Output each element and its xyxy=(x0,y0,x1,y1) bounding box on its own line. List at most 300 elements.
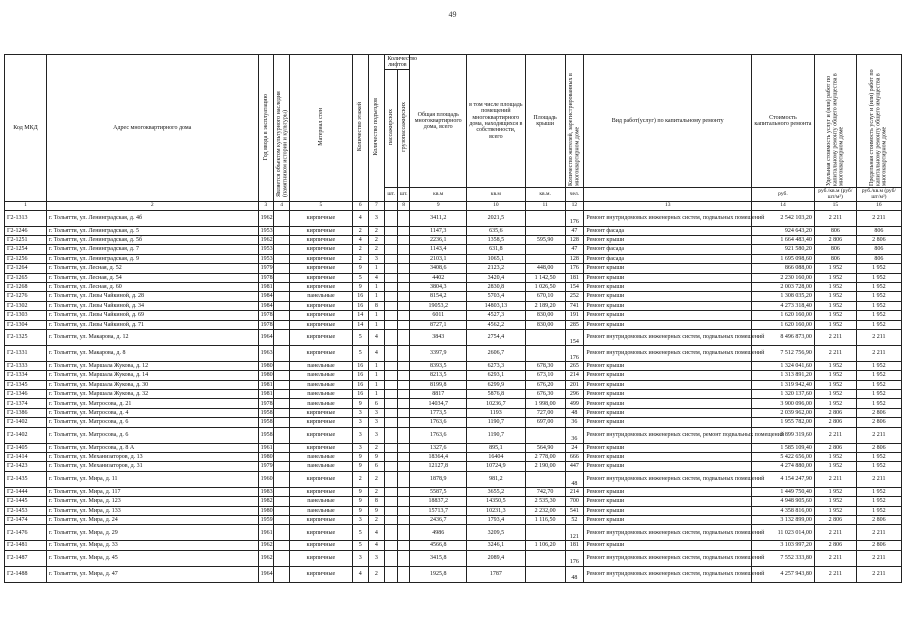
cell-year-built: 1984 xyxy=(258,301,274,310)
table-row xyxy=(5,506,902,515)
cell-residents-count: 666 xyxy=(565,453,584,462)
cell-residents-count: 48 xyxy=(565,408,584,417)
cell-roof-area: 564,90 xyxy=(525,443,565,452)
cell-mkd-code: Г2-1481 xyxy=(5,541,47,550)
cell-unit-cost: 2 211 xyxy=(814,471,856,487)
cell-wall-material: кирпичные xyxy=(289,320,352,329)
cell-floors-count: 5 xyxy=(352,329,368,345)
table-row xyxy=(5,311,902,320)
cell-owned-area: 2606,7 xyxy=(467,345,526,361)
table-row xyxy=(5,264,902,273)
cell-total-area: 3804,3 xyxy=(410,282,467,291)
cell-mkd-code: Г2-1488 xyxy=(5,566,47,582)
cell-year-built: 1958 xyxy=(258,427,274,443)
cell-repair-cost: 11 023 014,00 xyxy=(752,525,815,541)
cell-owned-area: 5876,8 xyxy=(467,390,526,399)
cell-unit-cost: 2 211 xyxy=(814,566,856,582)
header-code: Код МКД xyxy=(5,55,47,202)
cell-residents-count: 24 xyxy=(565,443,584,452)
cell-residents-count: 47 xyxy=(565,245,584,254)
cell-entrances-count: 8 xyxy=(368,301,385,310)
cell-residents-count: 265 xyxy=(565,361,584,370)
cell-year-built: 1979 xyxy=(258,264,274,273)
cell-mkd-code: Г2-1333 xyxy=(5,361,47,370)
cell-entrances-count: 2 xyxy=(368,245,385,254)
cell-repair-cost: 3 132 899,00 xyxy=(752,515,815,524)
cell-year-built: 1984 xyxy=(258,292,274,301)
cell-residents-count: 252 xyxy=(565,292,584,301)
cell-max-cost: 1 952 xyxy=(856,487,901,496)
cell-owned-area: 10231,3 xyxy=(467,506,526,515)
cell-floors-count: 5 xyxy=(352,345,368,361)
cell-residents-count: 36 xyxy=(565,427,584,443)
cell-max-cost: 2 211 xyxy=(856,427,901,443)
cell-max-cost: 1 952 xyxy=(856,399,901,408)
cell-repair-cost: 4 358 816,00 xyxy=(752,506,815,515)
cell-max-cost: 2 806 xyxy=(856,541,901,550)
cell-entrances-count: 2 xyxy=(368,443,385,452)
cell-wall-material: панельные xyxy=(289,506,352,515)
cell-work-type: Ремонт крыши xyxy=(584,506,752,515)
cell-roof-area xyxy=(525,329,565,345)
column-number: 13 xyxy=(584,201,752,210)
cell-roof-area: 697,00 xyxy=(525,418,565,427)
column-number: 14 xyxy=(752,201,815,210)
cell-max-cost: 2 806 xyxy=(856,408,901,417)
cell-max-cost: 2 211 xyxy=(856,525,901,541)
cell-entrances-count: 4 xyxy=(368,541,385,550)
table-row xyxy=(5,515,902,524)
cell-year-built: 1978 xyxy=(258,399,274,408)
cell-repair-cost: 4 948 905,60 xyxy=(752,497,815,506)
table-row xyxy=(5,273,902,282)
cell-floors-count: 5 xyxy=(352,525,368,541)
cell-unit-cost: 1 952 xyxy=(814,301,856,310)
cell-wall-material: кирпичные xyxy=(289,264,352,273)
header-entrances: Количество подъездов xyxy=(373,97,380,156)
cell-year-built: 1962 xyxy=(258,235,274,244)
cell-max-cost: 2 211 xyxy=(856,329,901,345)
cell-work-type: Ремонт крыши xyxy=(584,462,752,471)
cell-roof-area: 676,20 xyxy=(525,380,565,389)
cell-mkd-code: Г2-1474 xyxy=(5,515,47,524)
cell-work-type: Ремонт крыши xyxy=(584,371,752,380)
cell-entrances-count: 1 xyxy=(368,320,385,329)
table-row xyxy=(5,301,902,310)
table-row xyxy=(5,443,902,452)
cell-residents-count: 541 xyxy=(565,506,584,515)
cell-roof-area: 2 190,00 xyxy=(525,462,565,471)
column-number: 6 xyxy=(352,201,368,210)
cell-total-area: 8154,2 xyxy=(410,292,467,301)
cell-wall-material: кирпичные xyxy=(289,311,352,320)
cell-roof-area xyxy=(525,525,565,541)
cell-address: г. Тольятти, ул. Мира, д. 24 xyxy=(46,515,258,524)
cell-floors-count: 16 xyxy=(352,380,368,389)
cell-max-cost: 806 xyxy=(856,226,901,235)
cell-total-area: 3415,8 xyxy=(410,550,467,566)
cell-mkd-code: Г2-1334 xyxy=(5,371,47,380)
cell-roof-area: 678,30 xyxy=(525,361,565,370)
cell-floors-count: 2 xyxy=(352,254,368,263)
cell-wall-material: панельные xyxy=(289,361,352,370)
cell-mkd-code: Г2-1304 xyxy=(5,320,47,329)
header-heritage: Является объектом культурного наследия (памятником истории и культуры) xyxy=(276,90,289,197)
cell-mkd-code: Г2-1276 xyxy=(5,292,47,301)
unit-roof: кв.м. xyxy=(525,188,565,202)
cell-floors-count: 3 xyxy=(352,443,368,452)
header-cost: Стоимость капитального ремонта xyxy=(752,55,815,188)
cell-address: г. Тольятти, ул. Мира, д. 123 xyxy=(46,497,258,506)
cell-repair-cost: 1 620 160,00 xyxy=(752,311,815,320)
cell-address: г. Тольятти, ул. Мира, д. 29 xyxy=(46,525,258,541)
cell-roof-area xyxy=(525,254,565,263)
column-number: 2 xyxy=(46,201,258,210)
cell-roof-area xyxy=(525,226,565,235)
cell-roof-area: 1 026,50 xyxy=(525,282,565,291)
cell-residents-count: 181 xyxy=(565,541,584,550)
cell-unit-cost: 1 952 xyxy=(814,497,856,506)
cell-mkd-code: Г2-1313 xyxy=(5,210,47,226)
cell-owned-area: 10724,9 xyxy=(467,462,526,471)
cell-repair-cost: 1 585 109,40 xyxy=(752,443,815,452)
unit-area-total: кв.м xyxy=(410,188,467,202)
cell-address: г. Тольятти, ул. Маршала Жукова, д. 30 xyxy=(46,380,258,389)
cell-owned-area: 2830,8 xyxy=(467,282,526,291)
column-number: 7 xyxy=(368,201,385,210)
header-walls: Материал стен xyxy=(317,107,324,146)
header-year: Год ввода в эксплуатацию xyxy=(262,93,269,160)
unit-residents: чел. xyxy=(565,188,584,202)
cell-unit-cost: 1 952 xyxy=(814,453,856,462)
cell-floors-count: 3 xyxy=(352,550,368,566)
cell-roof-area: 1 116,50 xyxy=(525,515,565,524)
cell-total-area: 18837,2 xyxy=(410,497,467,506)
cell-year-built: 1961 xyxy=(258,443,274,452)
cell-unit-cost: 1 952 xyxy=(814,311,856,320)
cell-mkd-code: Г2-1303 xyxy=(5,311,47,320)
cell-wall-material: кирпичные xyxy=(289,329,352,345)
table-row xyxy=(5,282,902,291)
cell-entrances-count: 3 xyxy=(368,418,385,427)
cell-mkd-code: Г2-1386 xyxy=(5,408,47,417)
cell-entrances-count: 4 xyxy=(368,525,385,541)
cell-roof-area xyxy=(525,210,565,226)
table-row xyxy=(5,361,902,370)
cell-residents-count: 176 xyxy=(565,264,584,273)
cell-max-cost: 2 211 xyxy=(856,210,901,226)
cell-year-built: 1980 xyxy=(258,361,274,370)
cell-wall-material: кирпичные xyxy=(289,245,352,254)
cell-address: г. Тольятти, ул. Лизы Чайкиной, д. 71 xyxy=(46,320,258,329)
cell-work-type: Ремонт внутридомовых инженерных систем, подвальных помещений xyxy=(584,210,752,226)
cell-total-area: 4986 xyxy=(410,525,467,541)
cell-unit-cost: 2 211 xyxy=(814,427,856,443)
cell-entrances-count: 3 xyxy=(368,408,385,417)
cell-address: г. Тольятти, ул. Мира, д. 11 xyxy=(46,471,258,487)
table-row xyxy=(5,462,902,471)
column-number: 1 xyxy=(5,201,47,210)
cell-unit-cost: 2 806 xyxy=(814,443,856,452)
cell-floors-count: 16 xyxy=(352,371,368,380)
cell-work-type: Ремонт крыши xyxy=(584,380,752,389)
cell-total-area: 1878,9 xyxy=(410,471,467,487)
table-row xyxy=(5,254,902,263)
cell-repair-cost: 2 003 728,00 xyxy=(752,282,815,291)
cell-mkd-code: Г2-1414 xyxy=(5,453,47,462)
cell-unit-cost: 2 806 xyxy=(814,515,856,524)
cell-total-area: 8213,5 xyxy=(410,371,467,380)
cell-roof-area xyxy=(525,345,565,361)
cell-wall-material: кирпичные xyxy=(289,541,352,550)
cell-entrances-count: 3 xyxy=(368,427,385,443)
cell-wall-material: панельные xyxy=(289,292,352,301)
cell-owned-area: 1190,7 xyxy=(467,418,526,427)
cell-work-type: Ремонт крыши xyxy=(584,264,752,273)
cell-unit-cost: 806 xyxy=(814,226,856,235)
cell-floors-count: 9 xyxy=(352,487,368,496)
column-number: 8 xyxy=(397,201,410,210)
cell-total-area: 8727,1 xyxy=(410,320,467,329)
cell-max-cost: 1 952 xyxy=(856,301,901,310)
cell-wall-material: кирпичные xyxy=(289,254,352,263)
table-row xyxy=(5,550,902,566)
cell-floors-count: 3 xyxy=(352,427,368,443)
cell-total-area: 4402 xyxy=(410,273,467,282)
cell-wall-material: кирпичные xyxy=(289,210,352,226)
cell-work-type: Ремонт крыши xyxy=(584,399,752,408)
cell-residents-count: 447 xyxy=(565,462,584,471)
cell-max-cost: 1 952 xyxy=(856,282,901,291)
table-row xyxy=(5,210,902,226)
cell-roof-area: 1 142,50 xyxy=(525,273,565,282)
cell-floors-count: 3 xyxy=(352,515,368,524)
cell-entrances-count: 6 xyxy=(368,462,385,471)
cell-entrances-count: 1 xyxy=(368,282,385,291)
cell-entrances-count: 1 xyxy=(368,311,385,320)
header-residents: Количество жителей, зарегистрированных в многоквартирном доме xyxy=(568,72,581,186)
cell-wall-material: панельные xyxy=(289,497,352,506)
header-roof: Площадь крыши xyxy=(525,55,565,188)
cell-wall-material: кирпичные xyxy=(289,471,352,487)
column-number: 15 xyxy=(814,201,856,210)
cell-address: г. Тольятти, ул. Ленинградская, д. 9 xyxy=(46,254,258,263)
cell-roof-area xyxy=(525,550,565,566)
cell-year-built: 1982 xyxy=(258,497,274,506)
cell-max-cost: 1 952 xyxy=(856,390,901,399)
cell-max-cost: 1 952 xyxy=(856,320,901,329)
cell-wall-material: кирпичные xyxy=(289,301,352,310)
column-number: 16 xyxy=(856,201,901,210)
cell-address: г. Тольятти, ул. Матросова, д. 6 xyxy=(46,418,258,427)
cell-total-area: 3411,2 xyxy=(410,210,467,226)
cell-work-type: Ремонт крыши xyxy=(584,235,752,244)
cell-owned-area: 6293,1 xyxy=(467,371,526,380)
cell-mkd-code: Г2-1487 xyxy=(5,550,47,566)
cell-floors-count: 9 xyxy=(352,282,368,291)
cell-entrances-count: 3 xyxy=(368,210,385,226)
cell-unit-cost: 2 806 xyxy=(814,235,856,244)
cell-repair-cost: 3 103 997,20 xyxy=(752,541,815,550)
cell-owned-area: 2123,2 xyxy=(467,264,526,273)
table-row xyxy=(5,371,902,380)
cell-wall-material: кирпичные xyxy=(289,566,352,582)
cell-year-built: 1958 xyxy=(258,408,274,417)
cell-total-area: 8393,5 xyxy=(410,361,467,370)
cell-year-built: 1980 xyxy=(258,453,274,462)
cell-floors-count: 5 xyxy=(352,273,368,282)
cell-entrances-count: 3 xyxy=(368,550,385,566)
cell-address: г. Тольятти, ул. Механизаторов, д. 31 xyxy=(46,462,258,471)
cell-work-type: Ремонт крыши xyxy=(584,453,752,462)
cell-residents-count: 285 xyxy=(565,320,584,329)
cell-unit-cost: 1 952 xyxy=(814,371,856,380)
cell-year-built: 1953 xyxy=(258,254,274,263)
cell-year-built: 1963 xyxy=(258,345,274,361)
cell-unit-cost: 1 952 xyxy=(814,487,856,496)
cell-owned-area: 1358,5 xyxy=(467,235,526,244)
cell-max-cost: 1 952 xyxy=(856,462,901,471)
cell-owned-area: 14350,5 xyxy=(467,497,526,506)
cell-wall-material: кирпичные xyxy=(289,427,352,443)
cell-repair-cost: 3 900 096,00 xyxy=(752,399,815,408)
cell-address: г. Тольятти, ул. Механизаторов, д. 13 xyxy=(46,453,258,462)
cell-max-cost: 1 952 xyxy=(856,264,901,273)
cell-wall-material: кирпичные xyxy=(289,226,352,235)
cell-owned-area: 3209,5 xyxy=(467,525,526,541)
cell-wall-material: кирпичные xyxy=(289,550,352,566)
cell-mkd-code: Г2-1256 xyxy=(5,254,47,263)
cell-address: г. Тольятти, ул. Макарова, д. 8 xyxy=(46,345,258,361)
cell-roof-area xyxy=(525,566,565,582)
cell-total-area: 6011 xyxy=(410,311,467,320)
cell-entrances-count: 1 xyxy=(368,292,385,301)
table-row xyxy=(5,487,902,496)
table-row xyxy=(5,541,902,550)
cell-floors-count: 9 xyxy=(352,264,368,273)
cell-wall-material: кирпичные xyxy=(289,525,352,541)
cell-mkd-code: Г2-1302 xyxy=(5,301,47,310)
cell-work-type: Ремонт крыши xyxy=(584,282,752,291)
cell-unit-cost: 2 806 xyxy=(814,418,856,427)
cell-wall-material: панельные xyxy=(289,462,352,471)
cell-year-built: 1962 xyxy=(258,541,274,550)
cell-max-cost: 1 952 xyxy=(856,361,901,370)
table-row xyxy=(5,292,902,301)
cell-work-type: Ремонт внутридомовых инженерных систем, подвальных помещений xyxy=(584,550,752,566)
cell-residents-count: 48 xyxy=(565,566,584,582)
cell-residents-count: 121 xyxy=(565,525,584,541)
cell-address: г. Тольятти, ул. Лизы Чайкиной, д. 34 xyxy=(46,301,258,310)
cell-total-area: 1143,4 xyxy=(410,245,467,254)
cell-owned-area: 16404 xyxy=(467,453,526,462)
cell-floors-count: 14 xyxy=(352,320,368,329)
header-work: Вид работ(услуг) по капитальному ремонту xyxy=(584,55,752,188)
cell-repair-cost: 1 308 035,20 xyxy=(752,292,815,301)
cell-residents-count: 36 xyxy=(565,418,584,427)
cell-unit-cost: 1 952 xyxy=(814,273,856,282)
cell-address: г. Тольятти, ул. Лесная, д. 60 xyxy=(46,282,258,291)
cell-mkd-code: Г2-1476 xyxy=(5,525,47,541)
cell-year-built: 1964 xyxy=(258,566,274,582)
unit-unit-cost: руб./кв.м (руб/шт/м²) xyxy=(814,188,856,202)
cell-year-built: 1978 xyxy=(258,311,274,320)
cell-max-cost: 806 xyxy=(856,254,901,263)
table-row xyxy=(5,235,902,244)
cell-roof-area: 2 778,00 xyxy=(525,453,565,462)
cell-address: г. Тольятти, ул. Маршала Жукова, д. 14 xyxy=(46,371,258,380)
cell-total-area: 1773,5 xyxy=(410,408,467,417)
cell-unit-cost: 1 952 xyxy=(814,506,856,515)
cell-year-built: 1980 xyxy=(258,506,274,515)
cell-floors-count: 3 xyxy=(352,408,368,417)
cell-mkd-code: Г2-1325 xyxy=(5,329,47,345)
cell-repair-cost: 4 154 247,90 xyxy=(752,471,815,487)
cell-mkd-code: Г2-1405 xyxy=(5,443,47,452)
cell-address: г. Тольятти, ул. Мира, д. 47 xyxy=(46,566,258,582)
cell-total-area: 3397,9 xyxy=(410,345,467,361)
cell-residents-count: 214 xyxy=(565,371,584,380)
cell-work-type: Ремонт внутридомовых инженерных систем, подвальных помещений xyxy=(584,566,752,582)
cell-entrances-count: 2 xyxy=(368,515,385,524)
cell-roof-area: 2 232,00 xyxy=(525,506,565,515)
cell-unit-cost: 2 211 xyxy=(814,329,856,345)
cell-repair-cost: 1 620 160,00 xyxy=(752,320,815,329)
cell-entrances-count: 2 xyxy=(368,566,385,582)
cell-roof-area xyxy=(525,427,565,443)
register-rows xyxy=(5,210,902,582)
cell-address: г. Тольятти, ул. Матросова, д. 6 xyxy=(46,427,258,443)
cell-wall-material: панельные xyxy=(289,399,352,408)
cell-owned-area: 6299,9 xyxy=(467,380,526,389)
cell-owned-area: 2754,4 xyxy=(467,329,526,345)
cell-owned-area: 635,6 xyxy=(467,226,526,235)
cell-year-built: 1981 xyxy=(258,390,274,399)
cell-address: г. Тольятти, ул. Матросова, д. 8 А xyxy=(46,443,258,452)
cell-residents-count: 191 xyxy=(565,311,584,320)
cell-work-type: Ремонт внутридомовых инженерных систем, подвальных помещений xyxy=(584,525,752,541)
cell-residents-count: 499 xyxy=(565,399,584,408)
cell-work-type: Ремонт крыши xyxy=(584,541,752,550)
cell-mkd-code: Г2-1268 xyxy=(5,282,47,291)
cell-unit-cost: 1 952 xyxy=(814,462,856,471)
cell-repair-cost: 2 230 160,00 xyxy=(752,273,815,282)
cell-unit-cost: 2 211 xyxy=(814,550,856,566)
cell-address: г. Тольятти, ул. Лесная, д. 52 xyxy=(46,264,258,273)
cell-mkd-code: Г2-1246 xyxy=(5,226,47,235)
cell-repair-cost: 1 324 041,60 xyxy=(752,361,815,370)
cell-entrances-count: 1 xyxy=(368,264,385,273)
cell-entrances-count: 2 xyxy=(368,471,385,487)
cell-mkd-code: Г2-1445 xyxy=(5,497,47,506)
cell-floors-count: 9 xyxy=(352,453,368,462)
cell-address: г. Тольятти, ул. Матросова, д. 4 xyxy=(46,408,258,417)
cell-entrances-count: 4 xyxy=(368,329,385,345)
cell-owned-area: 1787 xyxy=(467,566,526,582)
cell-roof-area xyxy=(525,471,565,487)
cell-roof-area xyxy=(525,245,565,254)
cell-total-area: 18364,4 xyxy=(410,453,467,462)
column-number: 12 xyxy=(565,201,584,210)
cell-entrances-count: 6 xyxy=(368,399,385,408)
cell-unit-cost: 806 xyxy=(814,254,856,263)
cell-wall-material: кирпичные xyxy=(289,418,352,427)
unit-lifts-cargo: шт. xyxy=(397,188,410,202)
cell-max-cost: 2 211 xyxy=(856,550,901,566)
cell-total-area: 1925,8 xyxy=(410,566,467,582)
cell-work-type: Ремонт крыши xyxy=(584,515,752,524)
cell-work-type: Ремонт крыши xyxy=(584,292,752,301)
